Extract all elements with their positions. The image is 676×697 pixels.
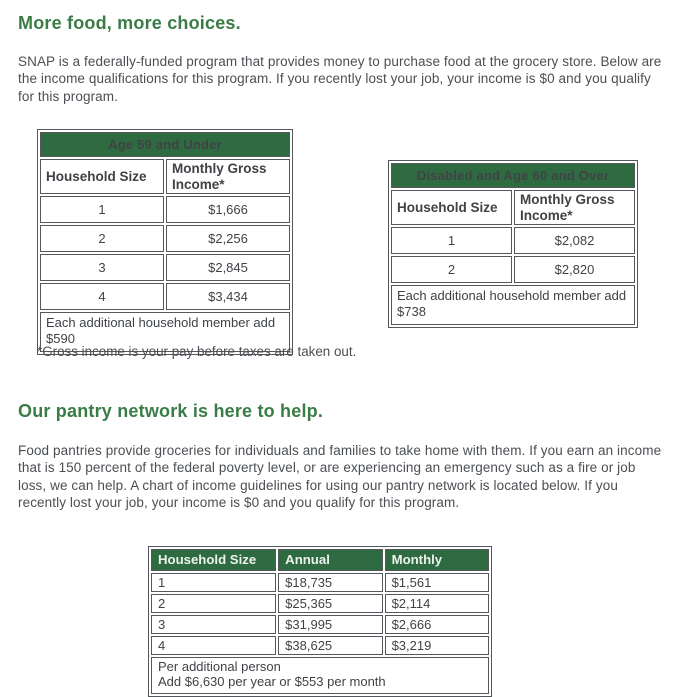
monthly-income-value: $3,219	[385, 636, 489, 655]
additional-person-line2: Add $6,630 per year or $553 per month	[158, 674, 386, 690]
table-header-row	[40, 159, 290, 194]
household-size-value: 2	[40, 225, 164, 252]
snap-section-paragraph: SNAP is a federally-funded program that provides money to purchase food at the grocery store. Below are the income qualifications for this program. If you recently lost your job, your income is $0 and you qualify for this program.	[18, 54, 662, 104]
household-size-value: 1	[40, 196, 164, 223]
income-value: $3,434	[166, 283, 290, 310]
table-footer-row	[391, 285, 635, 325]
table-row	[40, 225, 290, 252]
household-size-value: 1	[151, 573, 276, 592]
annual-income-value: $31,995	[278, 615, 382, 634]
table-header-row	[151, 549, 489, 571]
household-size-value: 2	[391, 256, 512, 283]
age59-income-table	[37, 129, 293, 355]
monthly-income-value: $2,666	[385, 615, 489, 634]
household-size-value: 4	[151, 636, 276, 655]
annual-income-value: $38,625	[278, 636, 382, 655]
household-size-value: 1	[391, 227, 512, 254]
table-title-row	[391, 163, 635, 188]
disabled60-table-title: Disabled and Age 60 and Over	[391, 163, 635, 188]
pantry-annual-header: Annual	[278, 549, 382, 571]
disabled60-additional-member-note: Each additional household member add $738	[391, 285, 635, 325]
disabled60-income-table	[388, 160, 638, 328]
table-row	[391, 227, 635, 254]
age59-monthly-income-header: Monthly Gross Income*	[166, 159, 290, 194]
snap-section-heading: More food, more choices.	[18, 13, 241, 33]
table-row	[40, 196, 290, 223]
table-row	[151, 615, 489, 634]
table-title-row	[40, 132, 290, 157]
table-header-row	[391, 190, 635, 225]
annual-income-value: $25,365	[278, 594, 382, 613]
income-value: $2,820	[514, 256, 635, 283]
age59-additional-member-note: Each additional household member add $590	[40, 312, 290, 352]
age59-household-size-header: Household Size	[40, 159, 164, 194]
table-row	[151, 573, 489, 592]
pantry-section-heading: Our pantry network is here to help.	[18, 401, 324, 421]
household-size-value: 4	[40, 283, 164, 310]
income-value: $2,845	[166, 254, 290, 281]
pantry-additional-person-note	[151, 657, 489, 695]
disabled60-monthly-income-header: Monthly Gross Income*	[514, 190, 635, 225]
table-footer-row	[151, 657, 489, 695]
monthly-income-value: $2,114	[385, 594, 489, 613]
table-row	[151, 594, 489, 613]
monthly-income-value: $1,561	[385, 573, 489, 592]
table-row	[40, 283, 290, 310]
pantry-income-table	[148, 546, 492, 697]
gross-income-footnote: *Gross income is your pay before taxes are taken out.	[37, 344, 357, 359]
pantry-monthly-header: Monthly	[385, 549, 489, 571]
pantry-household-size-header: Household Size	[151, 549, 276, 571]
additional-person-line1: Per additional person	[158, 658, 281, 674]
table-row	[151, 636, 489, 655]
annual-income-value: $18,735	[278, 573, 382, 592]
household-size-value: 3	[40, 254, 164, 281]
income-value: $2,082	[514, 227, 635, 254]
table-row	[40, 254, 290, 281]
household-size-value: 3	[151, 615, 276, 634]
age59-table-title: Age 59 and Under	[40, 132, 290, 157]
table-row	[391, 256, 635, 283]
income-value: $1,666	[166, 196, 290, 223]
income-value: $2,256	[166, 225, 290, 252]
household-size-value: 2	[151, 594, 276, 613]
pantry-section-paragraph: Food pantries provide groceries for individuals and families to take home with them. If you earn an income that is 150 percent of the federal poverty level, or are experiencing an emergency such as a fire or job loss, we can help. A chart of income guidelines for using our pantry network is located below. If you recently lost your job, your income is $0 and you qualify for this program.	[18, 443, 662, 511]
disabled60-household-size-header: Household Size	[391, 190, 512, 225]
